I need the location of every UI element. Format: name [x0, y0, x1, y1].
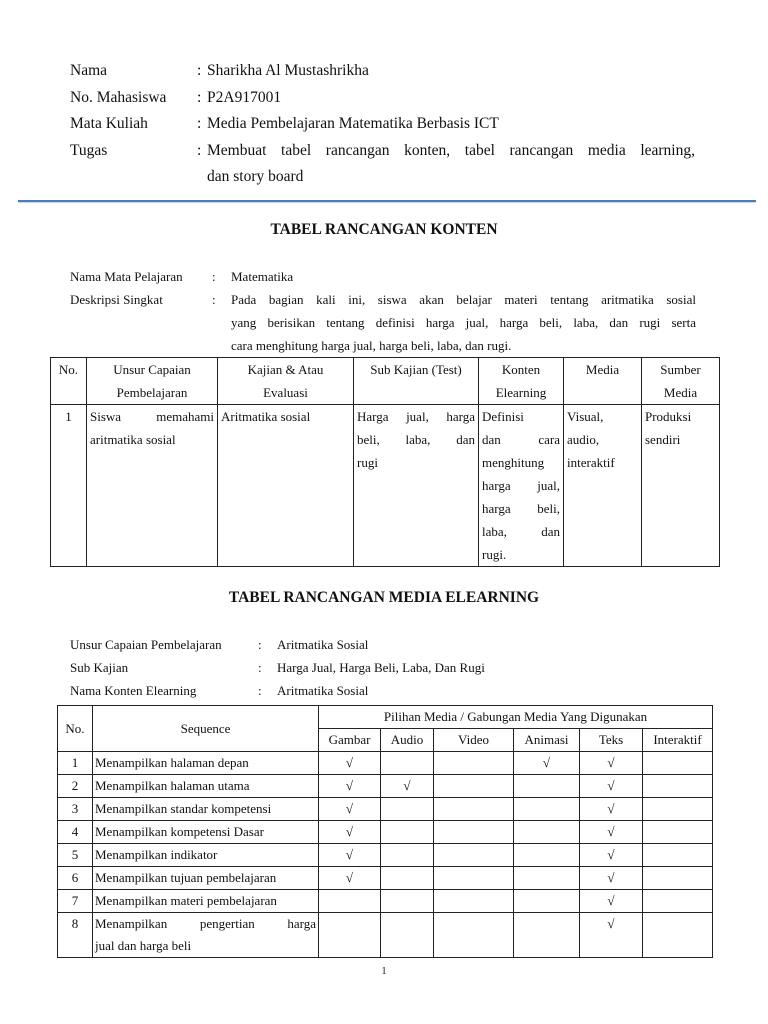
elearning-table: [57, 705, 713, 958]
cell-teks: [580, 890, 643, 913]
info-colon: :: [197, 88, 202, 106]
check-mark-icon: √: [345, 870, 354, 885]
meta-row-mapel: Nama Mata Pelajaran : Matematika: [70, 265, 696, 288]
meta-value: Pada bagian kali ini, siswa akan belajar materi tentang aritmatika sosial: [231, 292, 696, 307]
konten-table: [50, 357, 720, 567]
cell-sequence: Menampilkan indikator: [93, 844, 319, 867]
cell-gambar: [319, 844, 381, 867]
col-header-interaktif: Interaktif: [643, 729, 713, 752]
konten-title: TABEL RANCANGAN KONTEN: [270, 221, 498, 238]
cell-sumber: Produksi sendiri: [642, 405, 720, 567]
cell-sequence: Menampilkan halaman utama: [93, 775, 319, 798]
cell-interaktif: [643, 775, 713, 798]
cell-sequence: Menampilkan standar kompetensi: [93, 798, 319, 821]
cell-teks: [580, 752, 643, 775]
col-header-animasi: Animasi: [514, 729, 580, 752]
meta-value: Matematika: [231, 269, 294, 284]
cell-gambar: [319, 775, 381, 798]
check-mark-icon: √: [345, 847, 354, 862]
table-row: [58, 913, 713, 958]
cell-video: [434, 913, 514, 958]
check-mark-icon: √: [345, 755, 354, 770]
cell-audio: [381, 798, 434, 821]
cell-sequence: Menampilkan pengertian harga jual dan harga beli: [93, 913, 319, 958]
info-row-tugas: [70, 138, 695, 165]
col-header-video: Video: [434, 729, 514, 752]
cell-video: [434, 775, 514, 798]
table-row: [58, 752, 713, 775]
col-header-kajian: Kajian & Atau Evaluasi: [218, 358, 354, 405]
cell-video: [434, 867, 514, 890]
cell-no: 1: [51, 405, 87, 567]
cell-animasi: [514, 821, 580, 844]
info-value: P2A917001: [207, 88, 282, 106]
meta-row-sub-kajian: Sub Kajian : Harga Jual, Harga Beli, Laba, Dan Rugi: [70, 656, 677, 679]
check-mark-icon: √: [607, 916, 615, 931]
cell-video: [434, 821, 514, 844]
meta-value: yang berisikan tentang definisi harga jual, harga beli, laba, dan rugi serta: [231, 315, 696, 330]
check-mark-icon: √: [607, 801, 615, 816]
col-header-media: Media: [564, 358, 642, 405]
col-header-konten: Konten Elearning: [479, 358, 564, 405]
table-row: [58, 775, 713, 798]
cell-no: 5: [58, 844, 93, 867]
info-value: Sharikha Al Mustashrikha: [207, 62, 369, 79]
info-label: Nama: [70, 62, 108, 79]
check-mark-icon: √: [345, 778, 354, 793]
info-row-nim: [70, 85, 695, 112]
cell-animasi: [514, 890, 580, 913]
col-header-sumber: Sumber Media: [642, 358, 720, 405]
info-row-nama: [70, 58, 695, 85]
meta-label: Nama Konten Elearning: [70, 683, 197, 698]
meta-label: Unsur Capaian Pembelajaran: [70, 637, 222, 652]
cell-animasi: [514, 844, 580, 867]
cell-sequence: Menampilkan tujuan pembelajaran: [93, 867, 319, 890]
info-colon: :: [197, 62, 202, 79]
cell-interaktif: [643, 890, 713, 913]
info-value: Media Pembelajaran Matematika Berbasis ICT: [207, 115, 499, 132]
cell-konten: Definisi dan cara menghitung harga jual, harga beli, laba, dan rugi.: [479, 405, 564, 567]
cell-no: 1: [58, 752, 93, 775]
student-info: [70, 58, 695, 191]
cell-no: 6: [58, 867, 93, 890]
cell-sub-kajian: Harga jual, harga beli, laba, dan rugi: [354, 405, 479, 567]
meta-value: cara menghitung harga jual, harga beli, laba, dan rugi.: [231, 338, 512, 353]
page-number: 1: [381, 966, 387, 977]
meta-row-deskripsi-3: [70, 334, 696, 357]
elearning-header-row: [58, 706, 713, 729]
check-mark-icon: √: [403, 778, 411, 793]
col-header-no: No.: [51, 358, 87, 405]
cell-no: 8: [58, 913, 93, 958]
cell-interaktif: [643, 844, 713, 867]
cell-video: [434, 752, 514, 775]
meta-value: Harga Jual, Harga Beli, Laba, Dan Rugi: [277, 660, 485, 675]
cell-interaktif: [643, 821, 713, 844]
cell-audio: [381, 913, 434, 958]
cell-gambar: [319, 798, 381, 821]
elearning-title: TABEL RANCANGAN MEDIA ELEARNING: [228, 589, 540, 606]
info-label: Tugas: [70, 141, 108, 159]
info-row-tugas-cont: [70, 164, 695, 191]
cell-sequence: Menampilkan halaman depan: [93, 752, 319, 775]
col-header-media-group: Pilihan Media / Gabungan Media Yang Digunakan: [319, 706, 713, 729]
cell-unsur: Siswa memahami aritmatika sosial: [87, 405, 218, 567]
info-value: Membuat tabel rancangan konten, tabel rancangan media learning,: [207, 141, 695, 159]
meta-label: Nama Mata Pelajaran: [70, 269, 183, 284]
table-row: [58, 867, 713, 890]
cell-teks: [580, 798, 643, 821]
cell-audio: [381, 890, 434, 913]
konten-header-row: [51, 358, 720, 405]
elearning-meta: [70, 633, 677, 702]
info-label: No. Mahasiswa: [70, 88, 167, 106]
col-header-sequence: Sequence: [93, 706, 319, 752]
meta-value: Aritmatika Sosial: [277, 637, 369, 652]
cell-audio: [381, 752, 434, 775]
check-mark-icon: √: [607, 847, 615, 862]
check-mark-icon: √: [542, 755, 551, 770]
cell-interaktif: [643, 913, 713, 958]
header-divider: [18, 200, 756, 202]
cell-sequence: Menampilkan kompetensi Dasar: [93, 821, 319, 844]
cell-audio: [381, 844, 434, 867]
elearning-body: [58, 752, 713, 958]
cell-gambar: [319, 867, 381, 890]
info-colon: :: [197, 141, 202, 159]
check-mark-icon: √: [607, 870, 615, 885]
cell-audio: [381, 821, 434, 844]
col-header-sub-kajian: Sub Kajian (Test): [354, 358, 479, 405]
col-header-audio: Audio: [381, 729, 434, 752]
check-mark-icon: √: [345, 801, 354, 816]
cell-teks: [580, 775, 643, 798]
cell-animasi: [514, 798, 580, 821]
cell-animasi: [514, 913, 580, 958]
info-row-mata-kuliah: [70, 111, 695, 138]
cell-no: 2: [58, 775, 93, 798]
cell-interaktif: [643, 798, 713, 821]
cell-gambar: [319, 752, 381, 775]
cell-teks: [580, 913, 643, 958]
meta-row-deskripsi-2: [70, 311, 696, 334]
check-mark-icon: √: [607, 824, 615, 839]
meta-label: Sub Kajian: [70, 660, 129, 675]
col-header-no: No.: [58, 706, 93, 752]
cell-teks: [580, 867, 643, 890]
cell-animasi: [514, 775, 580, 798]
cell-no: 7: [58, 890, 93, 913]
info-colon: :: [197, 115, 202, 132]
cell-animasi: [514, 867, 580, 890]
cell-no: 3: [58, 798, 93, 821]
meta-label: Deskripsi Singkat: [70, 292, 163, 307]
cell-video: [434, 798, 514, 821]
meta-row-konten: Nama Konten Elearning : Aritmatika Sosial: [70, 679, 677, 702]
cell-interaktif: [643, 752, 713, 775]
cell-audio: [381, 775, 434, 798]
cell-audio: [381, 867, 434, 890]
cell-kajian: Aritmatika sosial: [218, 405, 354, 567]
cell-gambar: [319, 890, 381, 913]
meta-value: Aritmatika Sosial: [277, 683, 369, 698]
table-row: [58, 890, 713, 913]
check-mark-icon: √: [607, 755, 615, 770]
meta-row-deskripsi: Deskripsi Singkat : Pada bagian kali ini, siswa akan belajar materi tentang aritmatika sosial: [70, 288, 696, 311]
cell-animasi: [514, 752, 580, 775]
cell-teks: [580, 844, 643, 867]
check-mark-icon: √: [607, 778, 615, 793]
col-header-gambar: Gambar: [319, 729, 381, 752]
table-row: [51, 405, 720, 567]
cell-no: 4: [58, 821, 93, 844]
cell-interaktif: [643, 867, 713, 890]
info-value: dan story board: [207, 168, 304, 185]
cell-media: Visual, audio, interaktif: [564, 405, 642, 567]
cell-video: [434, 890, 514, 913]
table-row: [58, 844, 713, 867]
info-label: Mata Kuliah: [70, 115, 148, 132]
cell-teks: [580, 821, 643, 844]
cell-sequence: Menampilkan materi pembelajaran: [93, 890, 319, 913]
cell-gambar: [319, 913, 381, 958]
check-mark-icon: √: [607, 893, 615, 908]
cell-video: [434, 844, 514, 867]
table-row: [58, 821, 713, 844]
col-header-unsur: Unsur Capaian Pembelajaran: [87, 358, 218, 405]
konten-meta: [70, 265, 696, 357]
check-mark-icon: √: [345, 824, 354, 839]
cell-gambar: [319, 821, 381, 844]
col-header-teks: Teks: [580, 729, 643, 752]
table-row: [58, 798, 713, 821]
meta-row-unsur: Unsur Capaian Pembelajaran : Aritmatika Sosial: [70, 633, 677, 656]
